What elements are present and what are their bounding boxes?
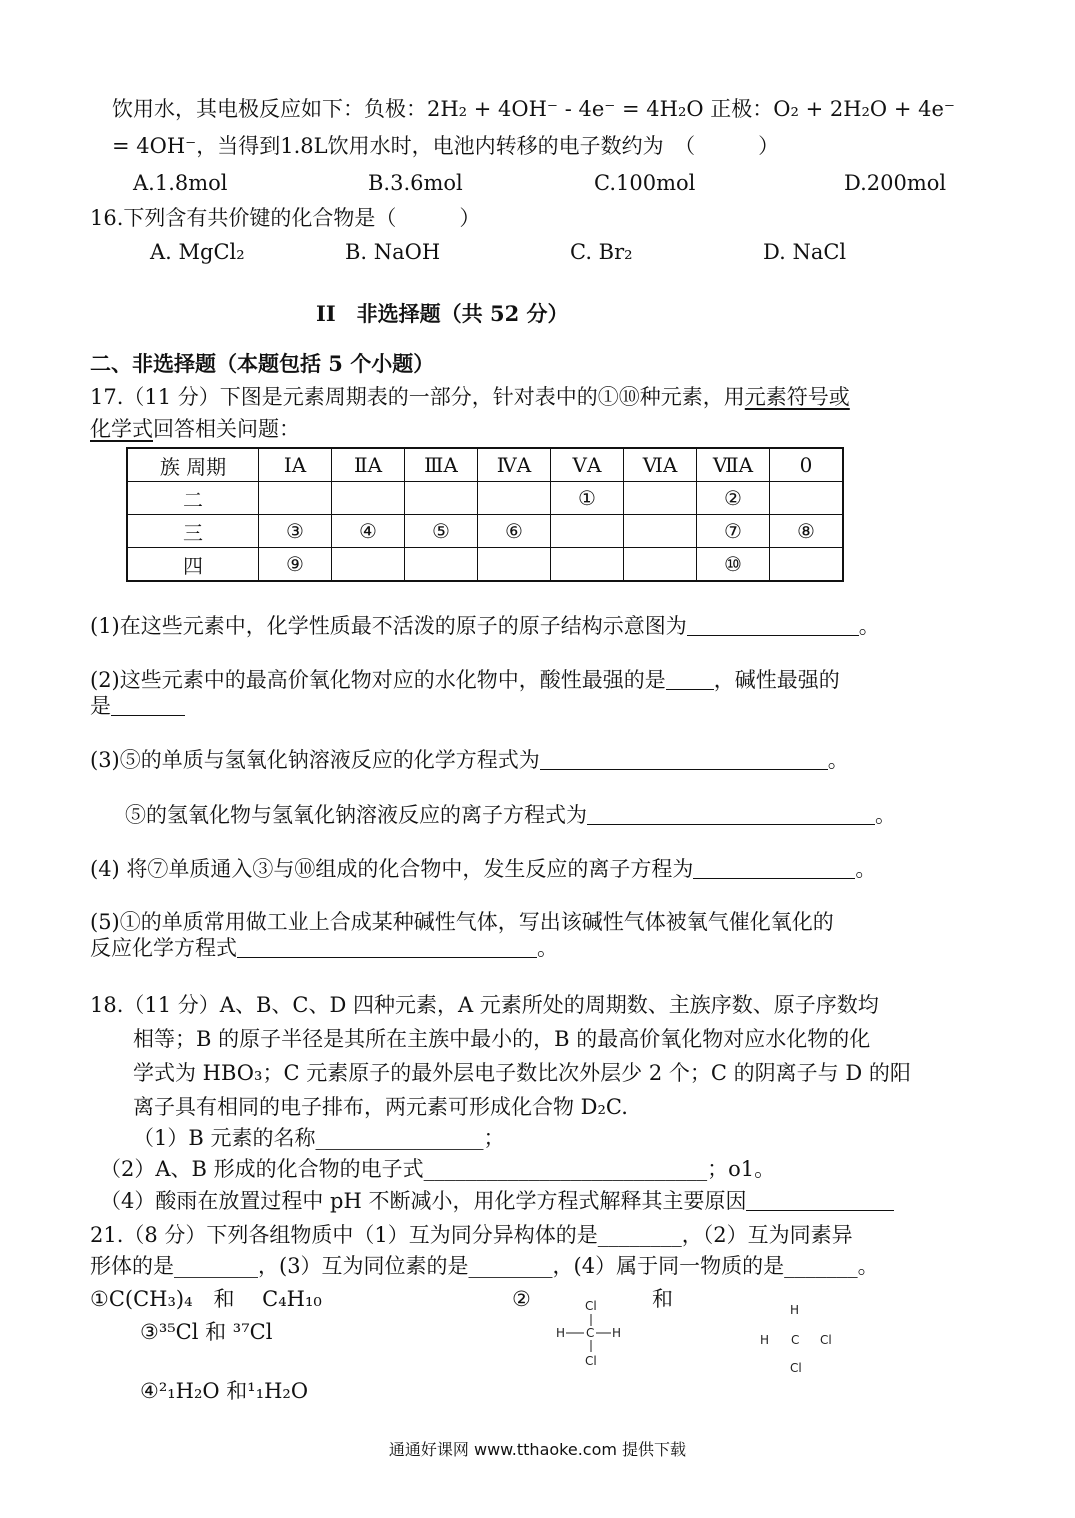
- table-cell: [624, 515, 697, 548]
- q16-option-b: B. NaOH: [345, 240, 441, 264]
- table-cell: ⅣA: [478, 448, 551, 482]
- q18-sub1: （1）B 元素的名称________________；: [133, 1126, 505, 1150]
- answer-blank[interactable]: [237, 935, 537, 958]
- table-cell: 四: [127, 548, 259, 582]
- q18-line1: 18.（11 分）A、B、C、D 四种元素，A 元素所处的周期数、主族序数、原子序数均: [90, 993, 879, 1017]
- table-cell: 0: [770, 448, 844, 482]
- q15-option-a: A.1.8mol: [133, 171, 228, 195]
- table-cell: ⅡA: [332, 448, 405, 482]
- answer-blank[interactable]: [687, 613, 859, 636]
- q17-underlined-1: 元素符号或: [744, 385, 850, 409]
- table-cell: ⅤA: [551, 448, 624, 482]
- table-cell: [551, 515, 624, 548]
- q17-underlined-2: 化学式: [90, 417, 153, 441]
- table-cell: ⑥: [478, 515, 551, 548]
- atom-label: H: [612, 1326, 622, 1340]
- q15-line1: 饮用水，其电极反应如下：负极：2H₂ + 4OH⁻ - 4e⁻ = 4H₂O 正极：O₂ + 2H₂O + 4e⁻: [112, 97, 955, 121]
- bond-lines: [550, 1296, 630, 1370]
- periodic-table: [126, 447, 844, 582]
- table-cell: 二: [127, 482, 259, 515]
- table-cell: [405, 482, 478, 515]
- table-cell: [770, 482, 844, 515]
- q21-item3: ③³⁵Cl 和 ³⁷Cl: [140, 1320, 273, 1344]
- table-cell: 三: [127, 515, 259, 548]
- atom-label: Cl: [585, 1299, 597, 1313]
- table-cell: ⅥA: [624, 448, 697, 482]
- q21-line1: 21.（8 分）下列各组物质中（1）互为同分异构体的是________，（2）互为同素异: [90, 1223, 853, 1247]
- atom-label: H: [760, 1333, 770, 1347]
- page-footer: 通通好课网 www.tthaoke.com 提供下载: [388, 1440, 687, 1459]
- table-cell: [551, 548, 624, 582]
- table-cell: ⑦: [697, 515, 770, 548]
- table-cell: [624, 482, 697, 515]
- answer-blank[interactable]: [746, 1188, 894, 1211]
- answer-blank[interactable]: [693, 856, 855, 879]
- answer-blank[interactable]: [540, 747, 828, 770]
- q21-item4: ④²₁H₂O 和¹₁H₂O: [140, 1379, 309, 1403]
- q15-line2: = 4OH⁻，当得到1.8L饮用水时，电池内转移的电子数约为 （ ）: [112, 134, 780, 158]
- q21-line2: 形体的是________，(3）互为同位素的是________，(4）属于同一物质的是_______。: [90, 1254, 879, 1278]
- table-row: [127, 482, 843, 515]
- table-cell: ⑩: [697, 548, 770, 582]
- atom-label: H: [556, 1326, 566, 1340]
- table-cell: 族 周期: [127, 448, 259, 482]
- section-heading: 二、非选择题（本题包括 5 个小题）: [90, 351, 435, 376]
- q18-sub4: （4）酸雨在放置过程中 pH 不断减小，用化学方程式解释其主要原因: [100, 1186, 894, 1216]
- q17-part1: (1)在这些元素中，化学性质最不活泼的原子的原子结构示意图为 。: [90, 614, 880, 638]
- table-cell: [259, 482, 332, 515]
- q15-option-b: B.3.6mol: [368, 171, 463, 195]
- q17-stem-line1: 17.（11 分）下图是元素周期表的一部分，针对表中的①⑩种元素，用元素符号或: [90, 385, 850, 409]
- table-cell: ①: [551, 482, 624, 515]
- table-cell: [332, 548, 405, 582]
- q15-option-d: D.200mol: [844, 171, 947, 195]
- atom-label: Cl: [820, 1333, 832, 1347]
- table-header-row: [127, 448, 843, 482]
- q21-item2: ②: [512, 1287, 531, 1311]
- table-cell: ⑤: [405, 515, 478, 548]
- table-cell: ②: [697, 482, 770, 515]
- q16-option-d: D. NaCl: [763, 240, 847, 264]
- table-cell: ⅦA: [697, 448, 770, 482]
- table-row: [127, 548, 843, 582]
- q17-part2-cont: 是: [90, 691, 185, 721]
- atom-label: C: [586, 1326, 595, 1340]
- q18-sub2: （2）A、B 形成的化合物的电子式___________________________；o1。: [100, 1157, 776, 1181]
- table-cell: ⑨: [259, 548, 332, 582]
- part2-title: II 非选择题（共 52 分）: [316, 301, 569, 326]
- q17-part5-cont: 反应化学方程式 。: [90, 936, 558, 960]
- q18-line2: 相等；B 的原子半径是其所在主族中最小的，B 的最高价氧化物对应水化物的化: [133, 1027, 871, 1051]
- table-cell: ⑧: [770, 515, 844, 548]
- q17-stem-line2: 化学式回答相关问题：: [90, 417, 300, 441]
- atom-label: Cl: [790, 1361, 802, 1375]
- table-cell: ④: [332, 515, 405, 548]
- q16-stem: 16.下列含有共价键的化合物是（ ）: [90, 206, 481, 230]
- table-cell: ⅠA: [259, 448, 332, 482]
- q18-line3: 学式为 HBO₃；C 元素原子的最外层电子数比次外层少 2 个；C 的阴离子与 D 的阳: [133, 1061, 911, 1085]
- q16-option-c: C. Br₂: [570, 240, 633, 264]
- table-cell: [478, 482, 551, 515]
- q17-part3b: ⑤的氢氧化物与氢氧化钠溶液反应的离子方程式为 。: [125, 803, 896, 827]
- table-cell: [332, 482, 405, 515]
- table-cell: ⅢA: [405, 448, 478, 482]
- q15-option-c: C.100mol: [594, 171, 696, 195]
- table-cell: [770, 548, 844, 582]
- q17-part2: (2)这些元素中的最高价氧化物对应的水化物中，酸性最强的是 ，碱性最强的: [90, 668, 840, 692]
- q17-part4: (4) 将⑦单质通入③与⑩组成的化合物中，发生反应的离子方程为 。: [90, 857, 877, 881]
- q16-option-a: A. MgCl₂: [150, 240, 245, 264]
- q21-item1: ①C(CH₃)₄ 和 C₄H₁₀: [90, 1287, 322, 1311]
- q17-part5: (5)①的单质常用做工业上合成某种碱性气体，写出该碱性气体被氧气催化氧化的: [90, 910, 834, 934]
- table-cell: [624, 548, 697, 582]
- table-cell: [478, 548, 551, 582]
- atom-label: C: [791, 1333, 800, 1347]
- answer-blank[interactable]: [111, 693, 185, 716]
- table-cell: [405, 548, 478, 582]
- answer-blank[interactable]: [666, 667, 714, 690]
- table-row: [127, 515, 843, 548]
- q17-part3: (3)⑤的单质与氢氧化钠溶液反应的化学方程式为 。: [90, 748, 849, 772]
- atom-label: H: [790, 1303, 800, 1317]
- q21-item2-and: 和: [652, 1287, 673, 1311]
- table-cell: ③: [259, 515, 332, 548]
- answer-blank[interactable]: [587, 802, 875, 825]
- atom-label: Cl: [585, 1354, 597, 1368]
- q18-line4: 离子具有相同的电子排布，两元素可形成化合物 D₂C.: [133, 1095, 628, 1119]
